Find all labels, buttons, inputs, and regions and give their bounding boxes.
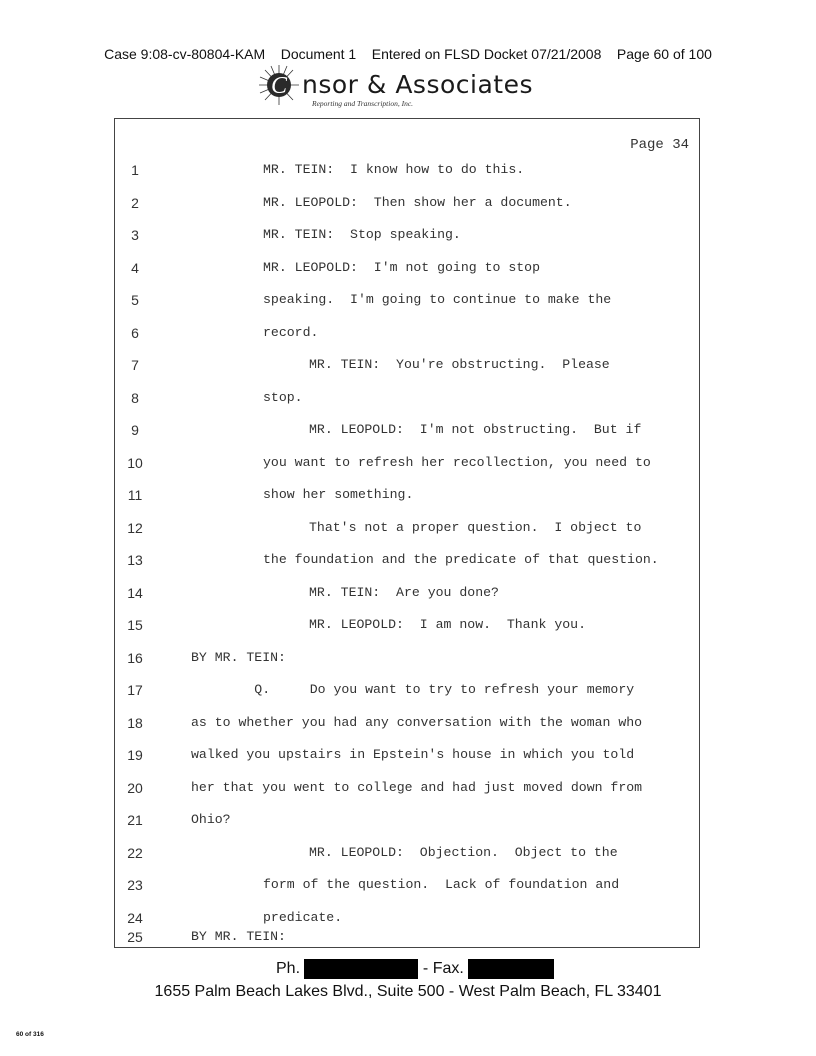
line-number: 13 <box>127 552 143 568</box>
svg-text:C: C <box>270 73 288 99</box>
line-text: MR. LEOPOLD: I am now. Thank you. <box>309 617 586 632</box>
line-number: 22 <box>127 844 143 861</box>
line-text: walked you upstairs in Epstein's house in which you told <box>191 747 635 762</box>
transcript-line <box>115 648 699 668</box>
line-text: form of the question. Lack of foundation and <box>263 877 620 892</box>
transcript-line <box>115 420 699 440</box>
page-label: Page 34 <box>630 137 689 153</box>
line-number: 3 <box>131 227 139 243</box>
line-text: Ohio? <box>191 812 231 827</box>
line-number: 4 <box>131 259 139 276</box>
transcript-line <box>115 615 699 635</box>
transcript-line <box>115 550 699 570</box>
line-text: show her something. <box>263 487 414 502</box>
line-text: BY MR. TEIN: <box>191 929 286 944</box>
line-text: MR. LEOPOLD: Then show her a document. <box>263 194 572 210</box>
line-text: as to whether you had any conversation with the woman who <box>191 714 643 730</box>
transcript-line <box>115 875 699 895</box>
transcript-line <box>115 193 699 213</box>
footer-address: 1655 Palm Beach Lakes Blvd., Suite 500 - West Palm Beach, FL 33401 <box>154 983 662 1000</box>
line-number: 23 <box>127 877 143 893</box>
line-text: speaking. I'm going to continue to make the <box>263 292 612 307</box>
line-number: 2 <box>131 194 139 211</box>
transcript-line <box>115 290 699 310</box>
transcript-line <box>115 680 699 700</box>
line-number: 19 <box>127 747 143 763</box>
line-text: MR. LEOPOLD: I'm not obstructing. But if <box>309 422 642 437</box>
line-number: 14 <box>127 584 143 601</box>
line-number: 24 <box>127 909 143 926</box>
transcript-line <box>115 355 699 375</box>
line-text: the foundation and the predicate of that question. <box>263 552 659 567</box>
line-number: 9 <box>131 422 139 438</box>
line-text: you want to refresh her recollection, you need to <box>263 454 651 470</box>
transcript-line <box>115 225 699 245</box>
line-text: BY MR. TEIN: <box>191 649 286 665</box>
transcript-line <box>115 745 699 765</box>
transcript-line <box>115 258 699 278</box>
line-number: 7 <box>131 357 139 373</box>
logo-company-name: nsor & Associates <box>302 70 533 99</box>
line-number: 20 <box>127 779 143 796</box>
transcript-line <box>115 160 699 180</box>
page-count: 60 of 316 <box>16 1031 44 1038</box>
line-text: MR. TEIN: Stop speaking. <box>263 227 461 242</box>
line-text: stop. <box>263 389 303 405</box>
transcript-line <box>115 323 699 343</box>
transcript-line <box>115 927 699 947</box>
line-number: 12 <box>127 519 143 536</box>
line-text: MR. LEOPOLD: Objection. Object to the <box>309 844 618 860</box>
transcript-line <box>115 713 699 733</box>
logo-subtitle: Reporting and Transcription, Inc. <box>312 99 414 108</box>
case-header: Case 9:08-cv-80804-KAM Document 1 Entered on FLSD Docket 07/21/2008 Page 60 of 100 <box>104 46 712 62</box>
transcript-line <box>115 388 699 408</box>
transcript-page <box>114 118 700 948</box>
line-text: MR. TEIN: Are you done? <box>309 584 499 600</box>
line-number: 10 <box>127 454 143 471</box>
line-text: her that you went to college and had just moved down from <box>191 779 643 795</box>
line-text: MR. TEIN: I know how to do this. <box>263 162 525 177</box>
line-number: 25 <box>127 929 143 945</box>
transcript-line <box>115 810 699 830</box>
line-text: record. <box>263 324 319 340</box>
phone-label: Ph. <box>276 960 301 977</box>
line-number: 5 <box>131 292 139 308</box>
line-number: 15 <box>127 617 143 633</box>
transcript-line <box>115 778 699 798</box>
line-text: predicate. <box>263 909 343 925</box>
line-number: 21 <box>127 812 143 828</box>
line-number: 1 <box>131 162 139 178</box>
line-text: MR. LEOPOLD: I'm not going to stop <box>263 259 540 275</box>
redacted-fax <box>468 959 554 979</box>
line-number: 8 <box>131 389 139 406</box>
fax-label: - Fax. <box>422 960 464 977</box>
line-number: 6 <box>131 324 139 341</box>
line-number: 11 <box>127 487 143 503</box>
line-number: 18 <box>127 714 143 731</box>
transcript-line <box>115 453 699 473</box>
line-text: Q. Do you want to try to refresh your memory <box>191 682 635 697</box>
company-logo <box>258 64 558 112</box>
logo-emblem-icon <box>258 64 300 106</box>
transcript-line <box>115 518 699 538</box>
transcript-line <box>115 583 699 603</box>
footer-contact <box>276 958 554 980</box>
redacted-phone <box>304 959 418 979</box>
line-text: That's not a proper question. I object to <box>309 519 642 535</box>
transcript-line <box>115 485 699 505</box>
line-number: 16 <box>127 649 143 666</box>
line-number: 17 <box>127 682 143 698</box>
line-text: MR. TEIN: You're obstructing. Please <box>309 357 610 372</box>
transcript-line <box>115 843 699 863</box>
transcript-line <box>115 908 699 928</box>
